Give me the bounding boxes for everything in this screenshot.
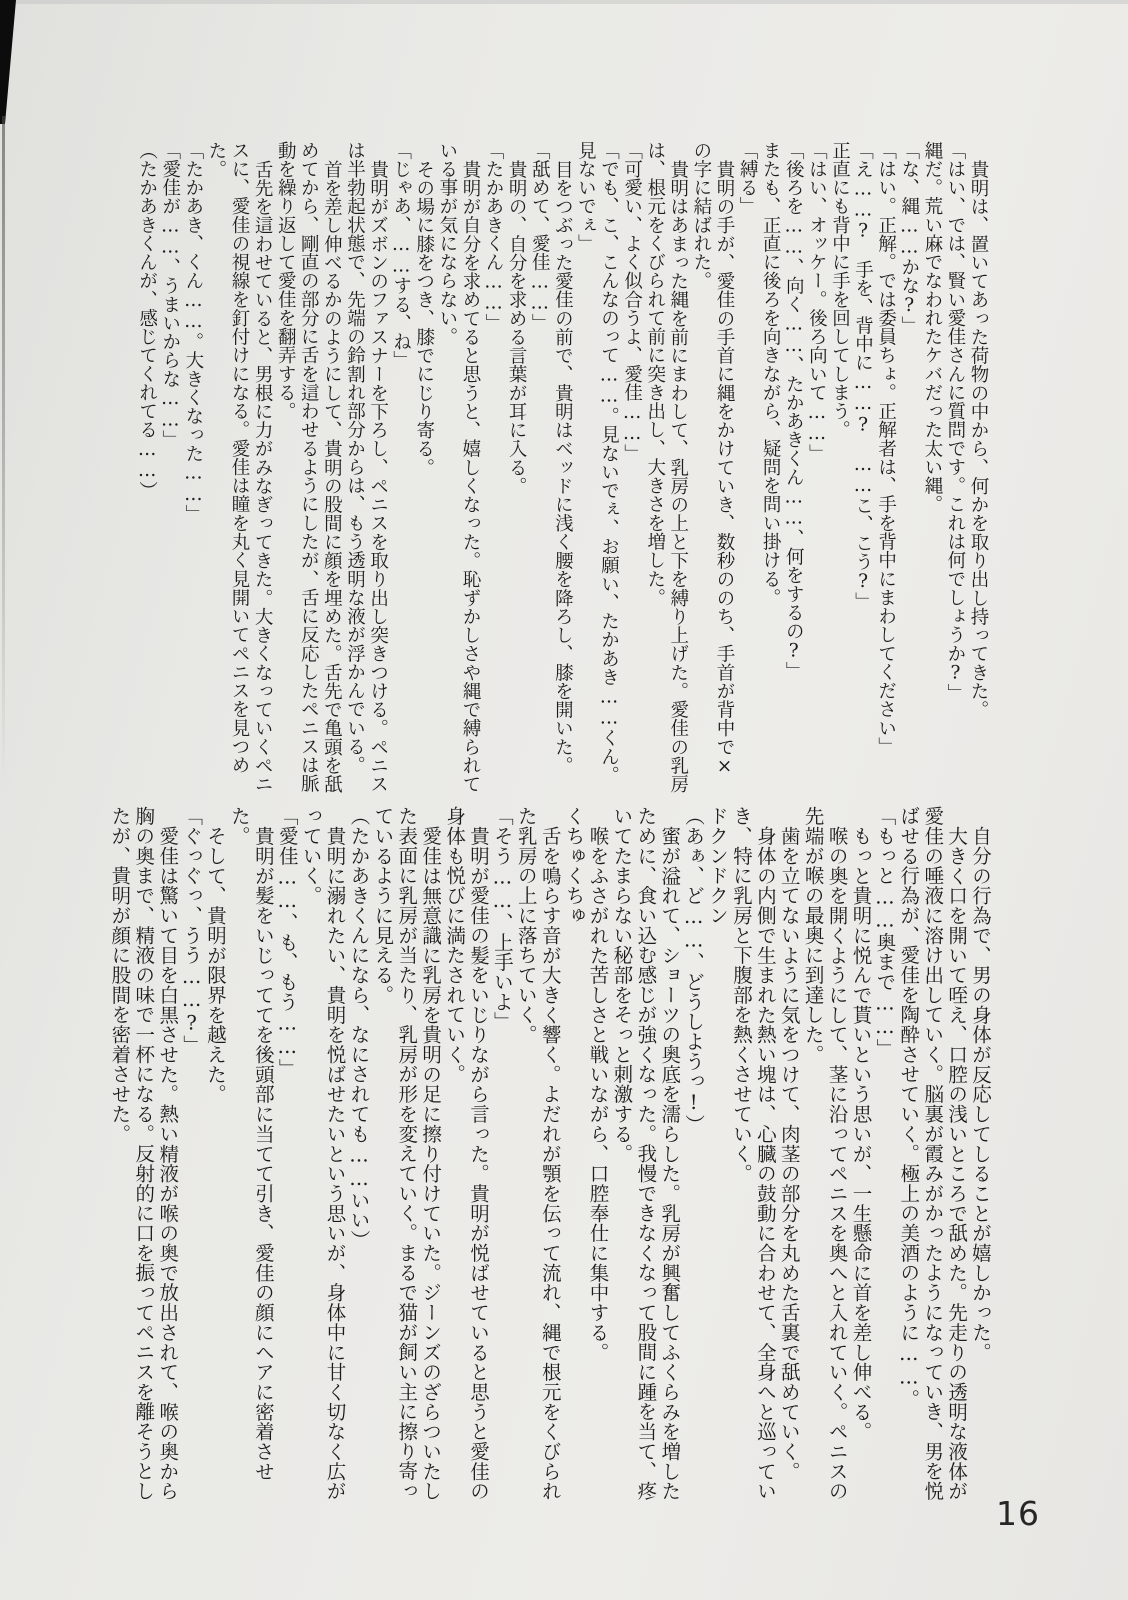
paragraph: 貴明の手が、愛佳の手首に縄をかけていき、数秒ののち、手首が背中で×の字に結ばれた。 xyxy=(690,141,735,777)
paragraph: 貴明がズボンのファスナーを下ろし、ペニスを取り出し突きつける。ペニスは半勃起状態で、先端の鈴割れ部分からは、もう透明な液が浮かんでいる。 xyxy=(344,141,389,793)
paragraph: 貴明が愛佳の髪をいじりながら言った。貴明が悦ばせていると思うと愛佳の身体も悦びに満たされていく。 xyxy=(443,806,490,1501)
paragraph: 愛佳は無意識に乳房を貴明の足に擦り付けていた。ジーンズのざらついたした表面に乳房が当たり、乳房が形を変えていく。まるで猫が飼い主に擦り寄っているように見える。 xyxy=(371,806,443,1501)
paragraph: 貴明が自分を求めてると思うと、嬉しくなった。恥ずかしさや縄で縛られている事が気にならない。 xyxy=(436,141,481,793)
paragraph: 「可愛い、よく似合うよ、愛佳……」 xyxy=(621,141,643,463)
paragraph: 「舐めて、愛佳……」 xyxy=(529,141,551,333)
paragraph: 「たかあき、くん……。大きくなった……」 xyxy=(182,141,204,524)
paragraph: 「え……? 手を、背中に……? ……こ、こう?」 xyxy=(852,141,874,611)
paragraph: 「後ろを……、向く……、たかあきくん……、何をするの?」 xyxy=(783,141,805,681)
paragraph: 「もっと……奥まで……」 xyxy=(873,806,897,1059)
paragraph: 歯を立てないように気をつけて、肉茎の部分を丸めた舌裏で舐めていく。 xyxy=(777,825,801,1481)
paragraph: 「ぐっぐっ、うう……?」 xyxy=(180,806,204,1055)
paragraph: 貴明に溺れたい、貴明を悦ばせたいという思いが、身体中に甘く切なく広がっていく。 xyxy=(299,806,347,1501)
paragraph: 愛佳は驚いて目を白黒させた。熱い精液が喉の奥で放出されて、喉の奥から胸の奥まで、精液の味で一杯になる。反射的に口を振ってペニスを離そうとしたが、貴明が顔に股間を密着させた。 xyxy=(108,806,180,1501)
paragraph: そして、貴明が限界を越えた。 xyxy=(204,825,227,1104)
paragraph: 喉をふさがれた苦しさと戦いながら、口腔奉仕に集中する。 xyxy=(586,825,610,1362)
paragraph: 「縛る」 xyxy=(737,141,759,216)
paragraph: 「そう……、上手いよ」 xyxy=(490,806,514,1032)
paragraph: ドクンドクン xyxy=(706,806,730,926)
lower-text-block xyxy=(108,806,992,1501)
paragraph: 正直にも背中に手を回してしまう。 xyxy=(829,141,851,440)
paragraph: 蜜が溢れて、ショーツの奥底を濡らした。乳房が興奮してふくらみを増したために、食い込む感じが強くなった。我慢できなくなって股間に踵を当て、疼いてたまらない秘部をそっと刺激する。 xyxy=(610,806,682,1501)
paragraph: もっと貴明に悦んで貰いという思いが、一生懸命に首を差し伸べる。 xyxy=(849,825,873,1441)
paragraph: 舌を鳴らす音が大きく響く。よだれが顎を伝って流れ、縄で根元をくびられた乳房の上に落ちていく。 xyxy=(514,806,562,1501)
paragraph: 「はい、オッケー。後ろ向いて……」 xyxy=(806,141,828,463)
paragraph: 貴明の、自分を求める言葉が耳に入る。 xyxy=(506,159,528,495)
paragraph: 「でも、こ、こんなのって……。見ないでぇ、お願い、たかあき……くん。見ないでぇ」 xyxy=(575,141,620,785)
paragraph: 貴明は、置いてあった荷物の中から、何かを取り出し持ってきた。 xyxy=(968,159,989,719)
paragraph: 貴明が髪をいじっててを後頭部に当てて引き、愛佳の顔にヘアに密着させた。 xyxy=(227,806,275,1481)
paragraph: 首を差し伸べるかのようにして、貴明の股間に顔を埋めた。舌先で亀頭を舐めてから、剛直の部分に舌を這わせるようにしたが、舌に反応したペニスは脈動を繰り返して愛佳を翻弄する。 xyxy=(275,141,343,794)
paragraph: 喉の奥を開くようにして、茎に沿ってペニスを奥へと入れていく。ペニスの先端が喉の最奥に到達した。 xyxy=(801,806,849,1501)
paragraph: 貴明はあまった縄を前にまわして、乳房の上と下を縛り上げた。愛佳の乳房は、根元をくびられて前に突き出し、大きさを増した。 xyxy=(644,141,689,793)
paragraph: 「はい。正解。では委員ちょ。正解者は、手を背中にまわしてください」 xyxy=(875,141,897,756)
page-number: 16 xyxy=(996,1494,1040,1533)
paragraph: 舌先を這わせていると、男根に力がみなぎってきた。大きくなっていくペニスに、愛佳の視線を釘付けになる。愛佳は瞳を丸く見開いてペニスを見つめた。 xyxy=(205,141,274,793)
paragraph: 縄だ。荒い麻でなわれたケバだった太い縄。 xyxy=(921,141,943,514)
paragraph: 大きく口を開いて咥え、口腔の浅いところで舐めた。先走りの透明な液体が愛佳の唾液に溶け出していく。脳裏が霞みがかったようになっていき、男を悦ばせる行為が、愛佳を陶酔させていく。極上の美酒のように……。 xyxy=(897,806,969,1501)
paragraph: 目をつぶった愛佳の前で、貴明はベッドに浅く腰を降ろし、膝を開いた。 xyxy=(552,159,574,775)
paragraph: 「たかあきくん……」 xyxy=(483,141,505,333)
paragraph: 自分の行為で、男の身体が反応してしることが嬉しかった。 xyxy=(969,825,992,1362)
upper-text-block xyxy=(124,141,990,794)
paragraph: （たかあきくんが、感じてくれてる……） xyxy=(136,141,158,500)
paragraph: 「愛佳が……、うまいからな……」 xyxy=(159,141,181,450)
paragraph: （あぁ、ど……、どうしようっ!） xyxy=(682,806,706,1135)
paragraph: くちゅくちゅ xyxy=(562,806,586,926)
scan-artifact-corner xyxy=(0,0,16,124)
scan-artifact-left-edge xyxy=(2,116,5,781)
paragraph: その場に膝をつき、膝でにじり寄る。 xyxy=(413,159,435,477)
paragraph: 身体の内側で生まれた熱い塊は、心臓の鼓動に合わせて、全身へと巡っていき、特に乳房と下腹部を熱くさせていく。 xyxy=(729,806,777,1501)
paragraph: （たかあきくんになら、なにされても……いい） xyxy=(347,806,371,1250)
paragraph: 「愛佳……、も、もう……」 xyxy=(275,806,299,1079)
scan-edge-shadow-top xyxy=(0,0,1128,4)
paragraph: 「な、縄……かな?」 xyxy=(898,141,920,335)
paragraph: またも、正直に後ろを向きながら、疑問を問い掛ける。 xyxy=(760,141,782,607)
paragraph: 「じゃあ、……する、ね」 xyxy=(390,141,412,370)
paragraph: 「はい、では、賢い愛佳さんに質問です。これは何でしょうか?」 xyxy=(944,141,966,703)
